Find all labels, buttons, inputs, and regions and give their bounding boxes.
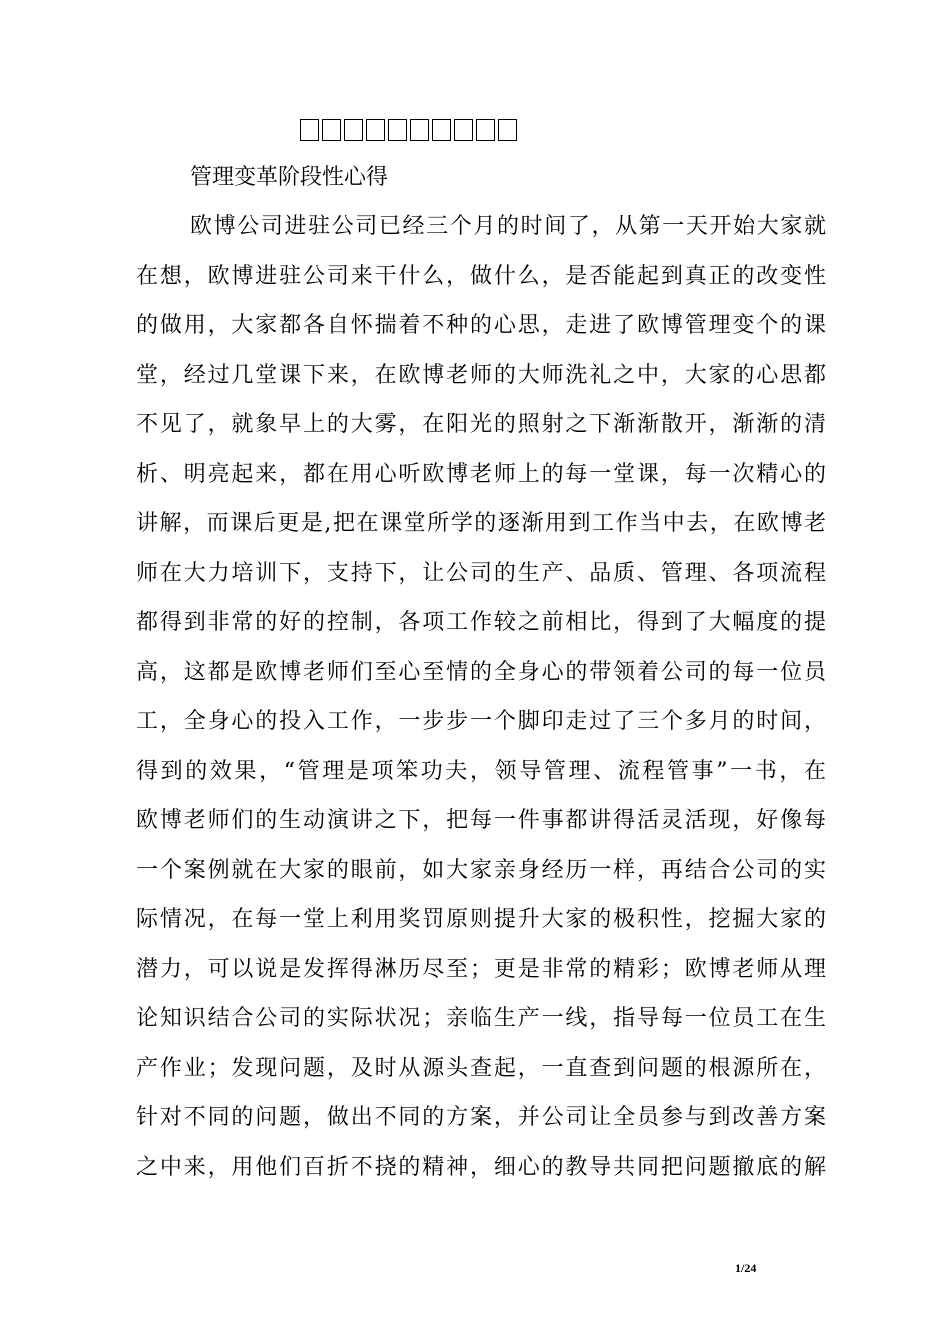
document-subtitle: 管理变革阶段性心得 bbox=[190, 165, 389, 190]
missing-glyph-box-icon bbox=[498, 119, 517, 141]
body-line: 欧博老师们的生动演讲之下，把每一件事都讲得活灵活现，好像每 bbox=[136, 808, 826, 833]
missing-glyph-box-icon bbox=[366, 119, 385, 141]
missing-glyph-box-icon bbox=[322, 119, 341, 141]
body-line: 析、明亮起来，都在用心听欧博老师上的每一堂课，每一次精心的 bbox=[136, 461, 826, 487]
missing-glyph-box-icon bbox=[454, 119, 473, 141]
body-line: 在想，欧博进驻公司来干什么，做什么，是否能起到真正的改变性 bbox=[136, 263, 826, 289]
missing-glyph-box-icon bbox=[388, 119, 407, 141]
page-number: 1/24 bbox=[735, 1261, 757, 1275]
missing-glyph-box-icon bbox=[432, 119, 451, 141]
body-line: 之中来，用他们百折不挠的精神，细心的教导共同把问题撤底的解 bbox=[136, 1154, 826, 1180]
body-line: 欧博公司进驻公司已经三个月的时间了，从第一天开始大家就 bbox=[190, 214, 826, 239]
body-line: 讲解，而课后更是,把在课堂所学的逐渐用到工作当中去，在欧博老 bbox=[136, 511, 826, 536]
missing-glyph-box-icon bbox=[410, 119, 429, 141]
missing-glyph-box-icon bbox=[344, 119, 363, 141]
body-line: 际情况，在每一堂上利用奖罚原则提升大家的极积性，挖掘大家的 bbox=[136, 907, 826, 932]
document-body bbox=[136, 207, 826, 1197]
body-line: 都得到非常的好的控制，各项工作较之前相比，得到了大幅度的提 bbox=[136, 610, 826, 635]
body-line: 师在大力培训下，支持下，让公司的生产、品质、管理、各项流程 bbox=[136, 560, 826, 586]
body-line: 工，全身心的投入工作，一步步一个脚印走过了三个多月的时间， bbox=[136, 709, 826, 734]
missing-glyph-box-icon bbox=[476, 119, 495, 141]
body-line: 高，这都是欧博老师们至心至情的全身心的带领着公司的每一位员 bbox=[136, 659, 826, 685]
body-line: 论知识结合公司的实际状况；亲临生产一线，指导每一位员工在生 bbox=[136, 1006, 826, 1031]
body-line: 产作业；发现问题，及时从源头查起，一直查到问题的根源所在， bbox=[136, 1055, 826, 1081]
body-line: 潜力，可以说是发挥得淋历尽至；更是非常的精彩；欧博老师从理 bbox=[136, 956, 826, 982]
body-line: 的做用，大家都各自怀揣着不种的心思，走进了欧博管理变个的课 bbox=[136, 313, 826, 338]
body-line: 堂，经过几堂课下来，在欧博老师的大师洗礼之中，大家的心思都 bbox=[136, 362, 826, 388]
document-title-placeholder bbox=[300, 112, 517, 148]
body-line: 不见了，就象早上的大雾，在阳光的照射之下渐渐散开，渐渐的清 bbox=[136, 412, 826, 437]
body-line: 针对不同的问题，做出不同的方案，并公司让全员参与到改善方案 bbox=[136, 1105, 826, 1130]
body-line: 得到的效果，“管理是项笨功夫，领导管理、流程管事”一书，在 bbox=[136, 758, 826, 784]
body-line: 一个案例就在大家的眼前，如大家亲身经历一样，再结合公司的实 bbox=[136, 857, 826, 883]
missing-glyph-box-icon bbox=[300, 119, 319, 141]
